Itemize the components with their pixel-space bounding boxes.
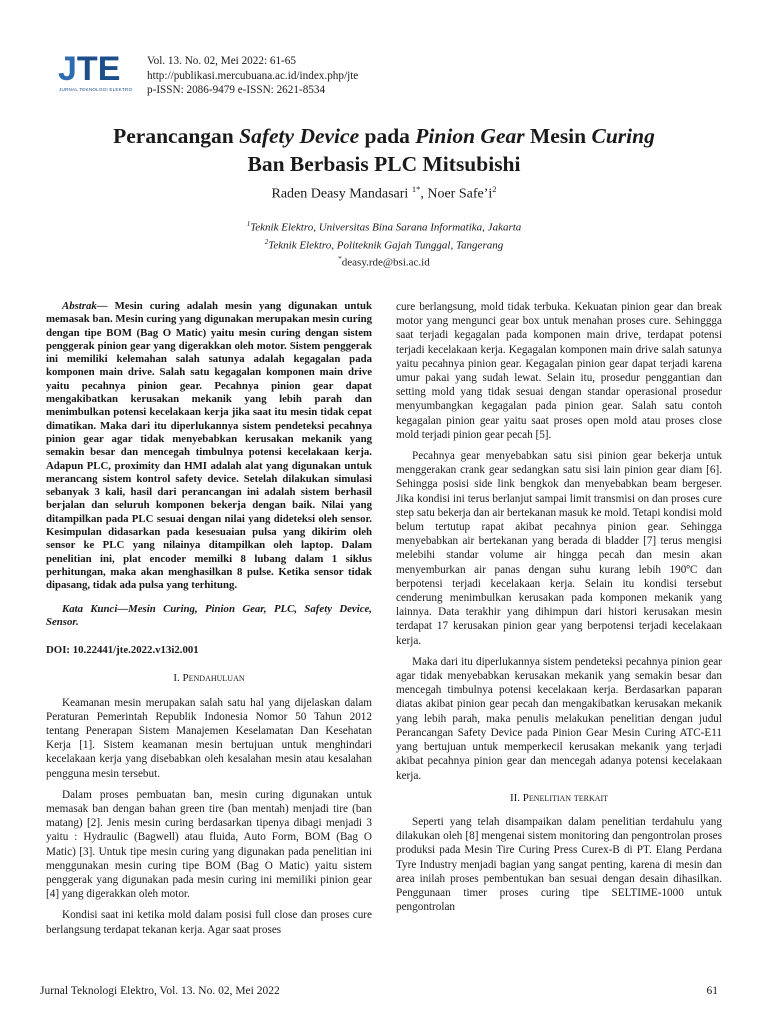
affiliation-1: $^1$Teknik Elektro, Universitas Bina Sarana Informatika, Jakarta [246, 220, 522, 234]
paragraph: Pecahnya gear menyebabkan satu sisi pinion gear bekerja untuk menggerakan crank gear sedangkan satu sisi lain pinion gear diam [6]. Sehingga posisi side link bengkok dan menyebabkan beam bergeser. Jika kondisi ini terus berlanjut sampai limit transmisi on dan proses cure step satu bekerja dan air bertekanan masuk ke mold. Tetapi kondisi mold belum tertutup rapat akibat pecahnya pinion gear. Sehingga menyebabkan air bertekanan yang berada di bladder [7] terus mengisi melebihi standar volume air hingga pecah dan mesin akan menyemburkan air panas dengan suhu kurang lebih 190ºC dan berpotensi terjadi kecelakaan kerja. Selain itu kondisi tersebut cenderung menimbulkan kerusakan pada komponen mekanik yang lainnya. Data terakhir yang dihimpun dari histori kerusakan mesin terdapat 17 kerusakan pinion gear yang berpotensi terjadi kecelakaan kerja. [396, 450, 722, 647]
right-column [396, 300, 722, 921]
section-heading-1: I. Pendahuluan [173, 672, 245, 685]
footer-journal: Jurnal Teknologi Elektro, Vol. 13. No. 02, Mei 2022 [40, 985, 280, 997]
affiliation-2: $^2$Teknik Elektro, Politeknik Gajah Tunggal, Tangerang [264, 237, 504, 252]
author-2: Noer Safe’i [427, 186, 493, 202]
authors: Raden Deasy Mandasari $^{1*}$, Noer $Safe’i^2$ [271, 184, 497, 202]
journal-meta [147, 54, 358, 98]
journal-header [58, 52, 718, 98]
keywords: Kata Kunci—Mesin Curing, Pinion Gear, PLC, Safety Device, Sensor. [46, 602, 372, 628]
paragraph: cure berlangsung, mold tidak terbuka. Kekuatan pinion gear dan break motor yang mengunci gear box untuk menahan proses cure. Sehinggga saat terjadi kegagalan pada komponen main drive, terdapat potensi terjadi kecelakaan kerja. Kegagalan komponen main drive salah satunya yaitu pecahnya pinion gear. Kegagalan pinion gear dapat terjadi karena umur pakai yang sudah lewat. Selain itu, prosedur penggantian dan setting mold yang tidak sesuai dengan standar operasional prosedur menyumbangkan kegagalan pada pinion gear. Salah satu contoh kegagalan pinion gear yaitu saat proses open mold atau proses close mold terjadi pinion gear pecah [5]. [396, 301, 722, 441]
title-line-1: Perancangan Safety Device pada Pinion Gear Mesin Curing [113, 124, 655, 148]
abstract: Abstrak— Mesin curing adalah mesin yang digunakan untuk memasak ban. Mesin curing yang digunakan merupakan mesin curing dengan tipe BOM (Bag O Matic) yaitu mesin curing dengan sistem penggerak pinion gear yang digerakkan oleh motor. Sistem penggerak ini memiliki kelemahan salah satunya adalah kegagalan pada komponen main drive. Salah satu kegagalan komponen main drive yaitu pecahnya pinion gear. Pecahnya pinion gear dapat mengakibatkan kerusakan mekanik yang lebih parah dan menimbulkan potensi kecelakaan kerja jika saat itu mesin tidak cepat dimatikan. Maka dari itu diperlukannya sistem pendeteksi pecahnya pinion gear agar tidak menyebabkan kerusakan mekanik yang semakin besar dan mencegah timbulnya potensi kecelakaan kerja. Adapun PLC, proximity dan HMI adalah alat yang digunakan untuk merancang sistem kontrol safety device. Setelah dilakukan simulasi sebanyak 3 kali, hasil dari perancangan ini adalah sistem berhasil berjalan dan seluruh komponen bekerja dengan baik. Nilai yang ditampilkan pada PLC sesuai dengan nilai yang dideteksi oleh sensor. Kesimpulan didasarkan pada kesesuaian pulsa yang dikirim oleh sensor ke PLC yang nilainya ditampilkan oleh laptop. Dalam penelitian ini, plat encoder memilki 8 lubang dalam 1 siklus perhitungan, maka akan menghasilkan 8 pulse. Ketika sensor tidak dipasang, tidak ada pulsa yang terhitung. [46, 300, 372, 592]
author-1: Raden Deasy Mandasari [271, 186, 409, 202]
journal-logo [58, 52, 140, 98]
journal-url[interactable]: http://publikasi.mercubuana.ac.id/index.php/jte [147, 69, 359, 82]
paragraph: Keamanan mesin merupakan salah satu hal yang dijelaskan dalam Peraturan Pemerintah Republik Indonesia Nomor 50 Tahun 2012 tentang Penerapan Sistem Manajemen Keselamatan Dan Kesehatan Kerja [1]. Sistem keamanan mesin bertujuan untuk menghindari kecelakaan kerja yang disebabkan oleh kesalahan mesin atau kesalahan pengguna mesin tersebut. [46, 696, 372, 780]
doi[interactable]: DOI: 10.22441/jte.2022.v13i2.001 [46, 644, 199, 657]
paper-title [40, 122, 728, 178]
email: *deasy.rde@bsi.ac.id [338, 255, 430, 269]
logo-mark: JTE [58, 50, 121, 88]
section-heading-2: II. Penelitian terkait [509, 791, 609, 804]
left-column [46, 300, 372, 944]
affiliations [40, 217, 728, 270]
paragraph: Kondisi saat ini ketika mold dalam posisi full close dan proses cure berlangsung terdapat tekanan kerja. Agar saat proses [46, 909, 372, 936]
author-1-sup: 1* [411, 184, 421, 194]
page-number: 61 [706, 985, 718, 997]
paragraph: Seperti yang telah disampaikan dalam penelitian terdahulu yang dilakukan oleh [8] mengenai sistem monitoring dan pengontrolan proses produksi pada Mesin Tire Curing Press Curex-B di PT. Elang Perdana Tyre Industry menjadi bagian yang sangat penting, karena di mesin dan area inilah proses pembentukan ban sesuai dengan desain dihasilkan. Penggunaan timer proses curing tipe SELTIME-1000 untuk pengontrolan [396, 815, 722, 914]
issn-info: p-ISSN: 2086-9479 e-ISSN: 2621-8534 [147, 84, 326, 96]
paragraph: Maka dari itu diperlukannya sistem pendeteksi pecahnya pinion gear agar tidak menyebabkan kerusakan mekanik yang semakin besar dan mencegah timbulnya potensi kecelakaan kerja. Berdasarkan paparan diatas akibat pinion gear pecah dan mengakibatkan kerusakan mekanik yang lebih parah, maka penulis melakukan penelitian dengan judul Perancangan Safety Device pada Pinion Gear Mesin Curing ATC-E11 yang bertujuan untuk memperkecil kerusakan mekanik yang terjadi akibat pecahnya pinion gear dan mencegah adanya potensi kecelakaan kerja. [396, 655, 722, 782]
author-2-sup: 2 [492, 184, 497, 194]
paragraph: Dalam proses pembuatan ban, mesin curing digunakan untuk memasak ban dengan bahan green tire (ban mentah) menjadi tire (ban matang) [2]. Jenis mesin curing berdasarkan tipenya dibagi menjadi 3 yaitu : Hydraulic (Bagwell) atau fluida, Auto Form, BOM (Bag O Matic) [3]. Untuk tipe mesin curing yang digunakan pada penelitian ini menggunakan mesin curing tipe BOM (Bag O Matic) yaitu sistem penggerak yang digunakan pada mesin curing ini memiliki pinion gear [4] yang digerakkan oleh motor. [46, 788, 372, 901]
logo-caption: JURNAL TEKNOLOGI ELEKTRO [59, 87, 133, 92]
title-line-2: Ban Berbasis PLC Mitsubishi [247, 152, 521, 176]
volume-info: Vol. 13. No. 02, Mei 2022: 61-65 [147, 55, 296, 67]
